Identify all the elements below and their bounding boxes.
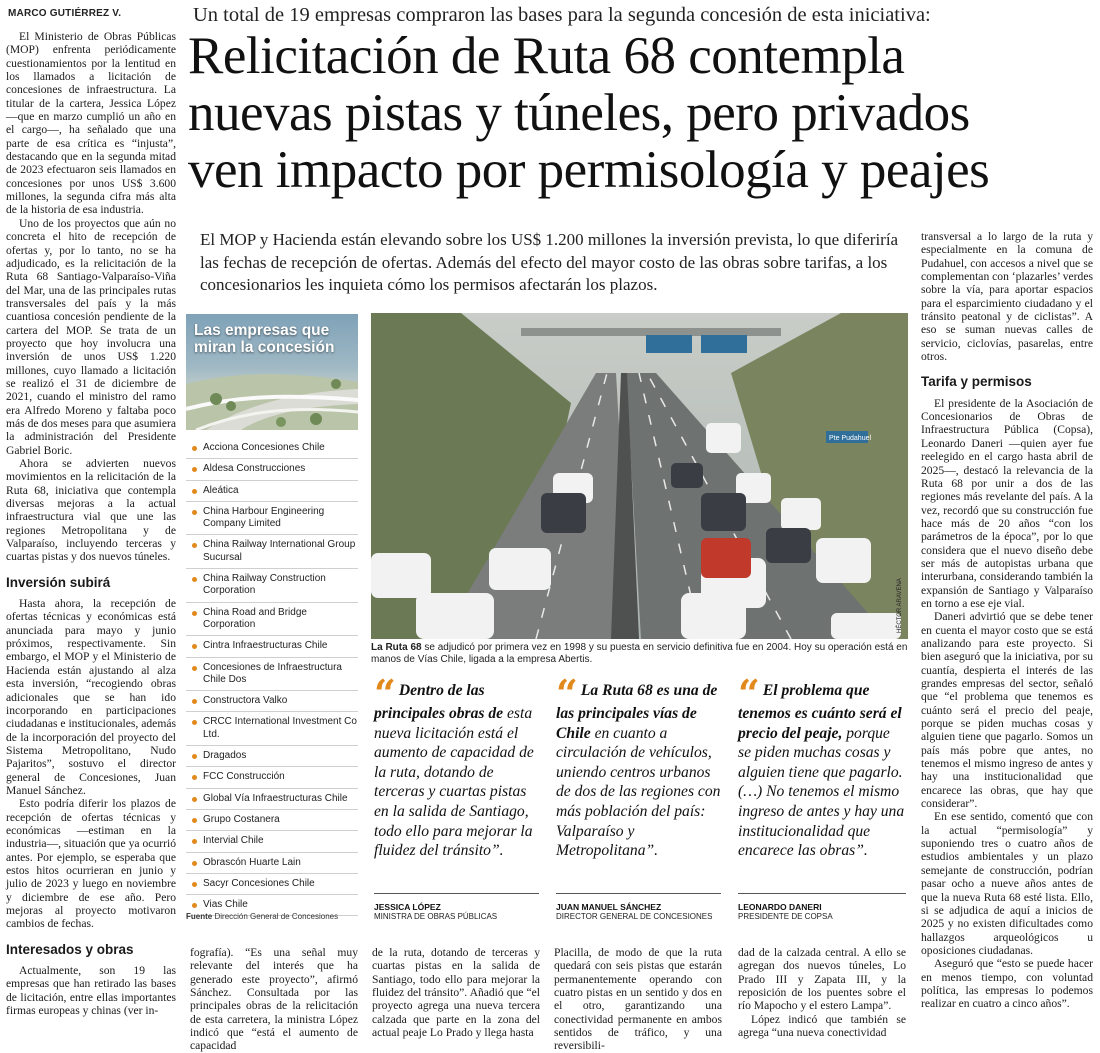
quote-lead: El problema que tenemos es cuánto será el precio del peaje, [738,682,902,742]
company-name: Intervial Chile [203,835,264,847]
company-list-item [186,636,358,657]
paragraph: Ahora se advierten nuevos movimientos en la relicitación de la Ruta 68, iniciativa que contempla diversas mejoras a la actual infraestructura vial que une las regiones Metropolitana y de Valparaíso, incluyendo terceras y cuartas pistas y dos nuevos túneles. [6,457,176,564]
quote-sanchez-attribution [556,893,721,921]
bullet-icon [192,797,197,802]
company-list-item [186,481,358,502]
company-list-item [186,691,358,712]
bullet-icon [192,754,197,759]
quote-body: esta nueva licitación está el aumento de capacidad de la ruta, dotando de terceras y cuartas pistas en la salida de Santiago, todo ello para mejorar la fluidez del tránsito”. [374,705,534,860]
highway-photo [371,313,908,639]
company-name: Global Vía Infraestructuras Chile [203,792,348,804]
company-name: Aldesa Construcciones [203,463,306,475]
paragraph: Esto podría diferir los plazos de recepción de ofertas técnicas y económicas —estiman en la industria—, situación que ya ocurrió antes. Por ejemplo, se esperaba que estos hitos ocurrieran en junio y julio de 2023 y luego en noviembre y diciembre de ese año. Pero mejoras al proyecto motivaron cambios de fechas. [6,797,176,931]
company-name: Constructora Valko [203,695,288,707]
company-name: FCC Construcción [203,771,285,783]
quote-mark-icon: “ [374,671,396,716]
quote-role: DIRECTOR GENERAL DE CONCESIONES [556,912,713,921]
sidebar-box-title: Las empresas que miran la concesión [194,322,335,356]
bullet-icon [192,577,197,582]
quote-rule [374,893,539,894]
company-list-item [186,746,358,767]
paragraph: Placilla, de modo de que la ruta quedará con seis pistas que estarán permanentemente operando con cuatro pistas en un sentido y dos en el otro, garantizando una conectividad permanente en ambos sentidos de tráfico, y una reversibili- [554,946,722,1053]
paragraph: Actualmente, son 19 las empresas que han retirado las bases de licitación, entre ellas importantes firmas europeas y chinas (ver in- [6,964,176,1018]
quote-text [738,671,906,861]
company-name: Sacyr Concesiones Chile [203,877,315,889]
road-sign-text: Pte Pudahuel [829,435,872,442]
bottom-column-4 [738,946,906,1039]
company-name: Acciona Concesiones Chile [203,442,325,453]
company-list-item [186,810,358,831]
quote-daneri-attribution [738,893,906,921]
source-text: Dirección General de Concesiones [214,912,339,921]
company-list-item [186,438,358,459]
bullet-icon [192,775,197,780]
source-note [186,912,338,921]
quote-lopez-attribution [374,893,539,921]
bullet-icon [192,611,197,616]
company-list-item [186,459,358,480]
bullet-icon [192,467,197,472]
paragraph: El presidente de la Asociación de Concesionarios de Obras de Infraestructura Pública (Copsa), Leonardo Daneri —quien ayer fue reelegido en el cargo hasta abril de 2025—, destacó la relevancia de la Ruta 68 por unir a dos de las regiones más revelante del país. A la vez, recordó que su construcción fue hace más de 20 años “con los parámetros de la época”, por lo que considera que el nuevo diseño debe ser más de autopistas urbana que interurbana, considerando también la expansión de Santiago y Valparaíso en torno a ese eje vial. [921,396,1093,610]
bullet-icon [192,839,197,844]
article-column-5 [921,230,1093,1011]
quote-body: porque se piden muchas cosas y alguien tiene que pagarlo. (…) No tenemos el mismo ingreso de antes y hay una institucionalidad que encarece las obras”. [738,724,905,860]
company-list-item [186,569,358,603]
highway-photo-illustration [371,313,908,639]
deck: El MOP y Hacienda están elevando sobre los US$ 1.200 millones la inversión prevista, lo que diferiría las fechas de recepción de ofertas. Además del efecto del mayor costo de las obras sobre tarifas, a los concesionarios les inquieta cómo los permisos afectarán los plazos. [200,230,899,294]
quote-mark-icon: “ [556,671,578,716]
headline [188,28,1093,199]
kicker: Un total de 19 empresas compraron las bases para la segunda concesión de esta iniciativa: [193,4,931,26]
subheading-tarifa: Tarifa y permisos [921,374,1032,390]
quote-sanchez [556,671,721,861]
bullet-icon [192,903,197,908]
quote-role: MINISTRA DE OBRAS PÚBLICAS [374,912,498,921]
subheading-interesados: Interesados y obras [6,941,134,957]
company-name: China Railway International Group Sucursal [203,539,356,563]
quote-lead: Dentro de las principales obras de [374,682,504,722]
company-name: Concesiones de Infraestructura Chile Dos [203,661,342,685]
company-list-item [186,874,358,895]
quote-author: LEONARDO DANERI [738,902,822,912]
company-list-item [186,789,358,810]
photo-credit: HÉCTOR ARAVENA [897,578,903,633]
bullet-icon [192,861,197,866]
company-list-item [186,712,358,746]
headline-line: Relicitación de Ruta 68 contempla [188,27,905,85]
quote-rule [556,893,721,894]
paragraph: Aseguró que “esto se puede hacer en menos tiempo, con voluntad política, las empresas lo podemos realizar en cuatro a cinco años”. [921,957,1093,1011]
company-list [186,438,358,916]
bullet-icon [192,720,197,725]
quote-lead: La Ruta 68 es una de las principales vías de Chile [556,682,718,742]
company-name: Dragados [203,750,247,762]
company-list-item [186,502,358,536]
bullet-icon [192,699,197,704]
subheading-inversion: Inversión subirá [6,574,111,590]
company-list-item [186,535,358,569]
paragraph: El Ministerio de Obras Públicas (MOP) enfrenta periódicamente cuestionamientos por la lentitud en los llamados a licitación de concesiones de infraestructura. La titular de la cartera, Jessica López —que en marzo cumplió un año en el cargo—, ha señalado que una parte de esa crítica es “injusta”, destacando que en la segunda mitad de 2023 efectuaron seis llamados en concesiones por unos US$ 3.600 millones, la segunda cifra más alta de la historia de esa industria. [6,30,176,217]
quote-author: JESSICA LÓPEZ [374,902,441,912]
paragraph: dad de la calzada central. A ello se agregan dos nuevos túneles, Lo Prado III y Zapata III, y la reposición de los puentes sobre el río Mapocho y el estero Lampa”. [738,946,906,1013]
byline: MARCO GUTIÉRREZ V. [8,8,122,19]
sidebar-box-header [186,314,358,430]
bullet-icon [192,644,197,649]
bullet-icon [192,543,197,548]
quote-mark-icon: “ [738,671,760,716]
company-name: CRCC International Investment Co Ltd. [203,716,357,740]
paragraph: López indicó que también se agrega “una nueva conectividad [738,1012,906,1040]
company-list-item [186,603,358,637]
bottom-column-3 [554,946,722,1053]
headline-line: ven impacto por permisología y peajes [188,141,990,199]
company-list-item [186,853,358,874]
paragraph: Hasta ahora, la recepción de ofertas técnicas y económicas está anunciada para mayo y junio próximos, respectivamente. Sin embargo, el MOP y el Ministerio de Hacienda están ajustando al alza esta inversión, “recogiendo obras adicionales que se han ido incorporando en participaciones ciudadanas e institucionales, además de la incorporación del proyecto del Sistema Metropolitano, Nudo Pajaritos”, sostuvo el director general de Concesiones, Juan Manuel Sánchez. [6,597,176,797]
photo-caption [371,642,908,666]
company-list-item [186,658,358,692]
company-name: Aleática [203,484,239,496]
company-list-item [186,831,358,852]
paragraph: Daneri advirtió que se debe tener en cuenta el mayor costo que se está analizando para este proyecto. Si bien aseguró que la iniciativa, por su cuantía, despierta el interés de las grandes empresas del sector, señaló que “el problema que tenemos es cuánto será el precio del peaje, porque se piden muchas cosas y alguien tiene que pagarlo. Somos un país más pobre que antes, no tenemos el mismo ingreso de antes y hay una institucionalidad que encarece las obras, que hay que considerar”. [921,610,1093,811]
company-name: China Road and Bridge Corporation [203,606,307,630]
paragraph: En ese sentido, comentó que con la actual “permisología” y suponiendo tres o cuatro años de estudios ambientales y un plazo semejante de construcción, podrían pasar ocho a nueve años antes de que la nueva Ruta 68 esté lista. Ello, si se adjudica de aquí a inicios de 2025 y no existen dificultades como hallazgos arqueológicos u oposiciones ciudadanas. [921,810,1093,957]
bullet-icon [192,489,197,494]
bullet-icon [192,510,197,515]
bullet-icon [192,446,197,451]
caption-text: se adjudicó por primera vez en 1998 y su puesta en servicio definitiva fue en 2004. Hoy su operación está en manos de Vías Chile, ligada a la empresa Abertis. [371,642,908,666]
company-list-item [186,767,358,788]
company-name: Grupo Costanera [203,813,280,825]
bullet-icon [192,818,197,823]
source-label: Fuente [186,912,213,921]
quote-daneri [738,671,906,861]
bullet-icon [192,882,197,887]
paragraph: fografía). “Es una señal muy relevante del interés que ha generado este proyecto”, afirmó Sánchez. Consultada por las principales obras de la relicitación de esta carretera, la ministra López indicó que “está el aumento de capacidad [190,946,358,1053]
paragraph: Uno de los proyectos que aún no concreta el hito de recepción de ofertas y, por lo tanto, no se ha adjudicado, es la relicitación de la Ruta 68 Santiago-Valparaíso-Viña del Mar, una de las principales rutas transversales del país y la más cuantiosa concesión pendiente de la cartera del MOP. Se trata de un proyecto que hoy involucra una inversión de unos US$ 1.220 millones, cuyo llamado a licitación se realizó el 31 de diciembre de 2021, cuando el ministro del ramo era Alfredo Moreno y faltaba poco más de dos meses para que asumiera la administración del Presidente Gabriel Boric. [6,216,176,457]
company-name: Obrascón Huarte Lain [203,856,301,868]
quote-lopez [374,671,539,861]
company-name: Cintra Infraestructuras Chile [203,640,328,652]
quote-text [556,671,721,861]
quote-author: JUAN MANUEL SÁNCHEZ [556,902,662,912]
company-name: China Railway Construction Corporation [203,573,326,597]
bullet-icon [192,666,197,671]
company-name: China Harbour Engineering Company Limited [203,505,325,530]
quote-rule [738,893,906,894]
quote-text [374,671,539,861]
caption-lead: La Ruta 68 [371,642,422,653]
quote-role: PRESIDENTE DE COPSA [738,912,833,921]
company-name: Vias Chile [203,899,248,911]
article-column-1 [6,30,176,1017]
paragraph: transversal a lo largo de la ruta y especialmente en la comuna de Pudahuel, con accesos a nivel que se complementan con ‘plazarles’ verdes sobre la vía, para aportar espacios para el esparcimiento ciudadano y el tránsito peatonal y de ciclistas”. A eso se suman nuevas calles de servicio, ciclovías, pasarelas, entre otros. [921,230,1093,364]
headline-line: nuevas pistas y túneles, pero privados [188,84,970,142]
quote-body: en cuanto a circulación de vehículos, uniendo centros urbanos de dos de las regiones con más población del país: Valparaíso y Metropolitana”. [556,724,721,860]
bottom-column-2 [372,946,540,1039]
bottom-column-1 [190,946,358,1053]
paragraph: de la ruta, dotando de terceras y cuartas pistas en la salida de Santiago, todo ello para mejorar la fluidez del tránsito”. Añadió que “el proyecto agrega una nueva tercera calzada que parte en la zona del actual peaje Lo Prado y llega hasta [372,946,540,1040]
